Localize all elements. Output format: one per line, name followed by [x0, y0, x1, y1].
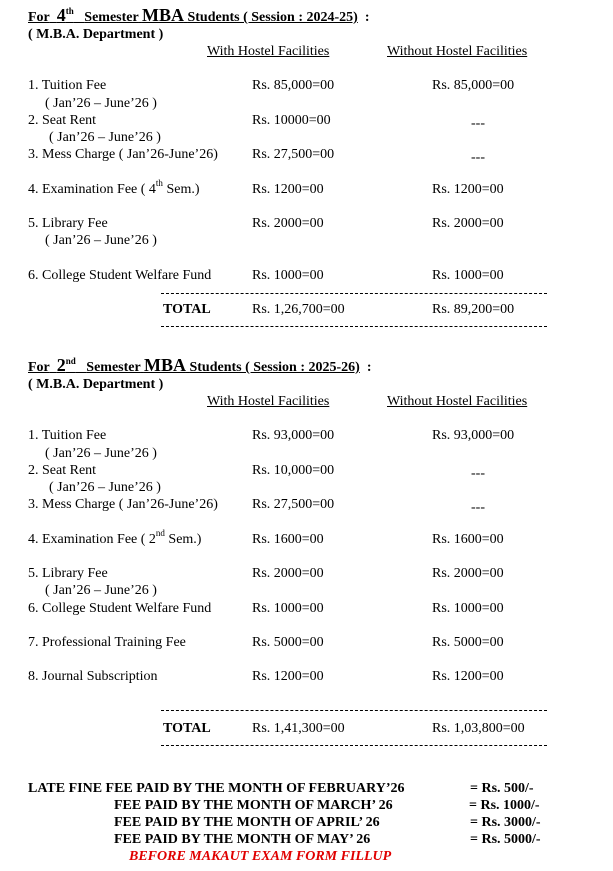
sem2-row-6-label: 6. College Student Welfare Fund	[28, 601, 212, 616]
late-fine-amount-2: = Rs. 1000/-	[469, 798, 540, 813]
sem4-row-6-label: 6. College Student Welfare Fund	[28, 268, 212, 283]
sem2-row-4-with: Rs. 1600=00	[252, 532, 324, 547]
sem2-row-5-sub: ( Jan’26 – June’26 )	[45, 583, 157, 598]
sem2-total-label: TOTAL	[163, 721, 211, 736]
sem4-row-4-without: Rs. 1200=00	[432, 182, 504, 197]
sem4-row-3-with: Rs. 27,500=00	[252, 147, 335, 162]
sem4-department: ( M.B.A. Department )	[28, 27, 164, 42]
sem2-row-5-without: Rs. 2000=00	[432, 566, 504, 581]
sem4-total-bottom-rule	[161, 326, 547, 327]
sem2-row-1-label: 1. Tuition Fee	[28, 428, 107, 443]
late-fine-amount-1: = Rs. 500/-	[470, 781, 534, 796]
sem2-row-3-with: Rs. 27,500=00	[252, 497, 335, 512]
sem2-row-4-label: 4. Examination Fee ( 2nd Sem.)	[28, 528, 202, 547]
sem4-row-5-sub: ( Jan’26 – June’26 )	[45, 233, 157, 248]
late-fine-line-3: FEE PAID BY THE MONTH OF APRIL’ 26	[114, 815, 380, 830]
sem2-row-5-label: 5. Library Fee	[28, 566, 108, 581]
sem4-heading-underlined: For 4th Semester MBA Students ( Session : 2024-25)	[28, 5, 358, 25]
sem2-col-without-hostel: Without Hostel Facilities	[387, 394, 528, 409]
sem2-row-1-without: Rs. 93,000=00	[432, 428, 515, 443]
sem2-department: ( M.B.A. Department )	[28, 377, 164, 392]
sem2-row-7-without: Rs. 5000=00	[432, 635, 504, 650]
sem2-row-4-without: Rs. 1600=00	[432, 532, 504, 547]
sem2-row-8-without: Rs. 1200=00	[432, 669, 504, 684]
sem4-row-4-label: 4. Examination Fee ( 4th Sem.)	[28, 178, 200, 197]
late-fine-note: BEFORE MAKAUT EXAM FORM FILLUP	[129, 849, 392, 864]
sem2-row-7-label: 7. Professional Training Fee	[28, 635, 186, 650]
sem2-row-6-without: Rs. 1000=00	[432, 601, 504, 616]
sem2-row-3-label: 3. Mess Charge ( Jan’26-June’26)	[28, 497, 218, 512]
sem4-row-1-label: 1. Tuition Fee	[28, 78, 107, 93]
sem4-row-1-without: Rs. 85,000=00	[432, 78, 515, 93]
sem2-heading: For 2nd Semester MBA Students ( Session : 2025-26) :	[28, 355, 372, 375]
sem4-row-6-without: Rs. 1000=00	[432, 268, 504, 283]
sem2-row-3-without: ---	[471, 500, 485, 515]
late-fine-line-4: FEE PAID BY THE MONTH OF MAY’ 26	[114, 832, 371, 847]
sem4-row-1-sub: ( Jan’26 – June’26 )	[45, 96, 157, 111]
sem4-total-label: TOTAL	[163, 302, 211, 317]
sem4-row-2-without: ---	[471, 116, 485, 131]
sem4-col-without-hostel: Without Hostel Facilities	[387, 44, 528, 59]
sem4-row-4-with: Rs. 1200=00	[252, 182, 324, 197]
sem4-row-5-without: Rs. 2000=00	[432, 216, 504, 231]
late-fine-line-2: FEE PAID BY THE MONTH OF MARCH’ 26	[114, 798, 393, 813]
sem4-row-5-with: Rs. 2000=00	[252, 216, 324, 231]
sem4-row-3-label: 3. Mess Charge ( Jan’26-June’26)	[28, 147, 218, 162]
sem2-total-without: Rs. 1,03,800=00	[432, 721, 525, 736]
sem4-total-with: Rs. 1,26,700=00	[252, 302, 345, 317]
sem2-heading-underlined: For 2nd Semester MBA Students ( Session : 2025-26)	[28, 355, 360, 375]
sem2-total-bottom-rule	[161, 745, 547, 746]
sem4-col-with-hostel: With Hostel Facilities	[207, 44, 330, 59]
sem2-row-1-sub: ( Jan’26 – June’26 )	[45, 446, 157, 461]
sem2-row-1-with: Rs. 93,000=00	[252, 428, 335, 443]
sem2-row-2-with: Rs. 10,000=00	[252, 463, 335, 478]
sem2-row-6-with: Rs. 1000=00	[252, 601, 324, 616]
sem4-total-without: Rs. 89,200=00	[432, 302, 515, 317]
sem4-row-6-with: Rs. 1000=00	[252, 268, 324, 283]
late-fine-line-1: LATE FINE FEE PAID BY THE MONTH OF FEBRUARY’26	[28, 781, 405, 796]
sem4-total-top-rule	[161, 293, 547, 294]
late-fine-amount-3: = Rs. 3000/-	[470, 815, 541, 830]
sem2-col-with-hostel: With Hostel Facilities	[207, 394, 330, 409]
sem4-row-5-label: 5. Library Fee	[28, 216, 108, 231]
sem4-row-3-without: ---	[471, 150, 485, 165]
sem4-row-2-with: Rs. 10000=00	[252, 113, 331, 128]
sem2-row-2-without: ---	[471, 466, 485, 481]
sem2-total-with: Rs. 1,41,300=00	[252, 721, 345, 736]
sem2-row-2-label: 2. Seat Rent	[28, 463, 97, 478]
sem2-row-8-label: 8. Journal Subscription	[28, 669, 158, 684]
sem2-total-top-rule	[161, 710, 547, 711]
sem4-row-2-label: 2. Seat Rent	[28, 113, 97, 128]
sem2-row-2-sub: ( Jan’26 – June’26 )	[49, 480, 161, 495]
sem4-row-1-with: Rs. 85,000=00	[252, 78, 335, 93]
sem4-heading: For 4th Semester MBA Students ( Session : 2024-25) :	[28, 5, 370, 25]
late-fine-amount-4: = Rs. 5000/-	[470, 832, 541, 847]
sem2-row-5-with: Rs. 2000=00	[252, 566, 324, 581]
sem2-row-8-with: Rs. 1200=00	[252, 669, 324, 684]
sem2-row-7-with: Rs. 5000=00	[252, 635, 324, 650]
sem4-row-2-sub: ( Jan’26 – June’26 )	[49, 130, 161, 145]
